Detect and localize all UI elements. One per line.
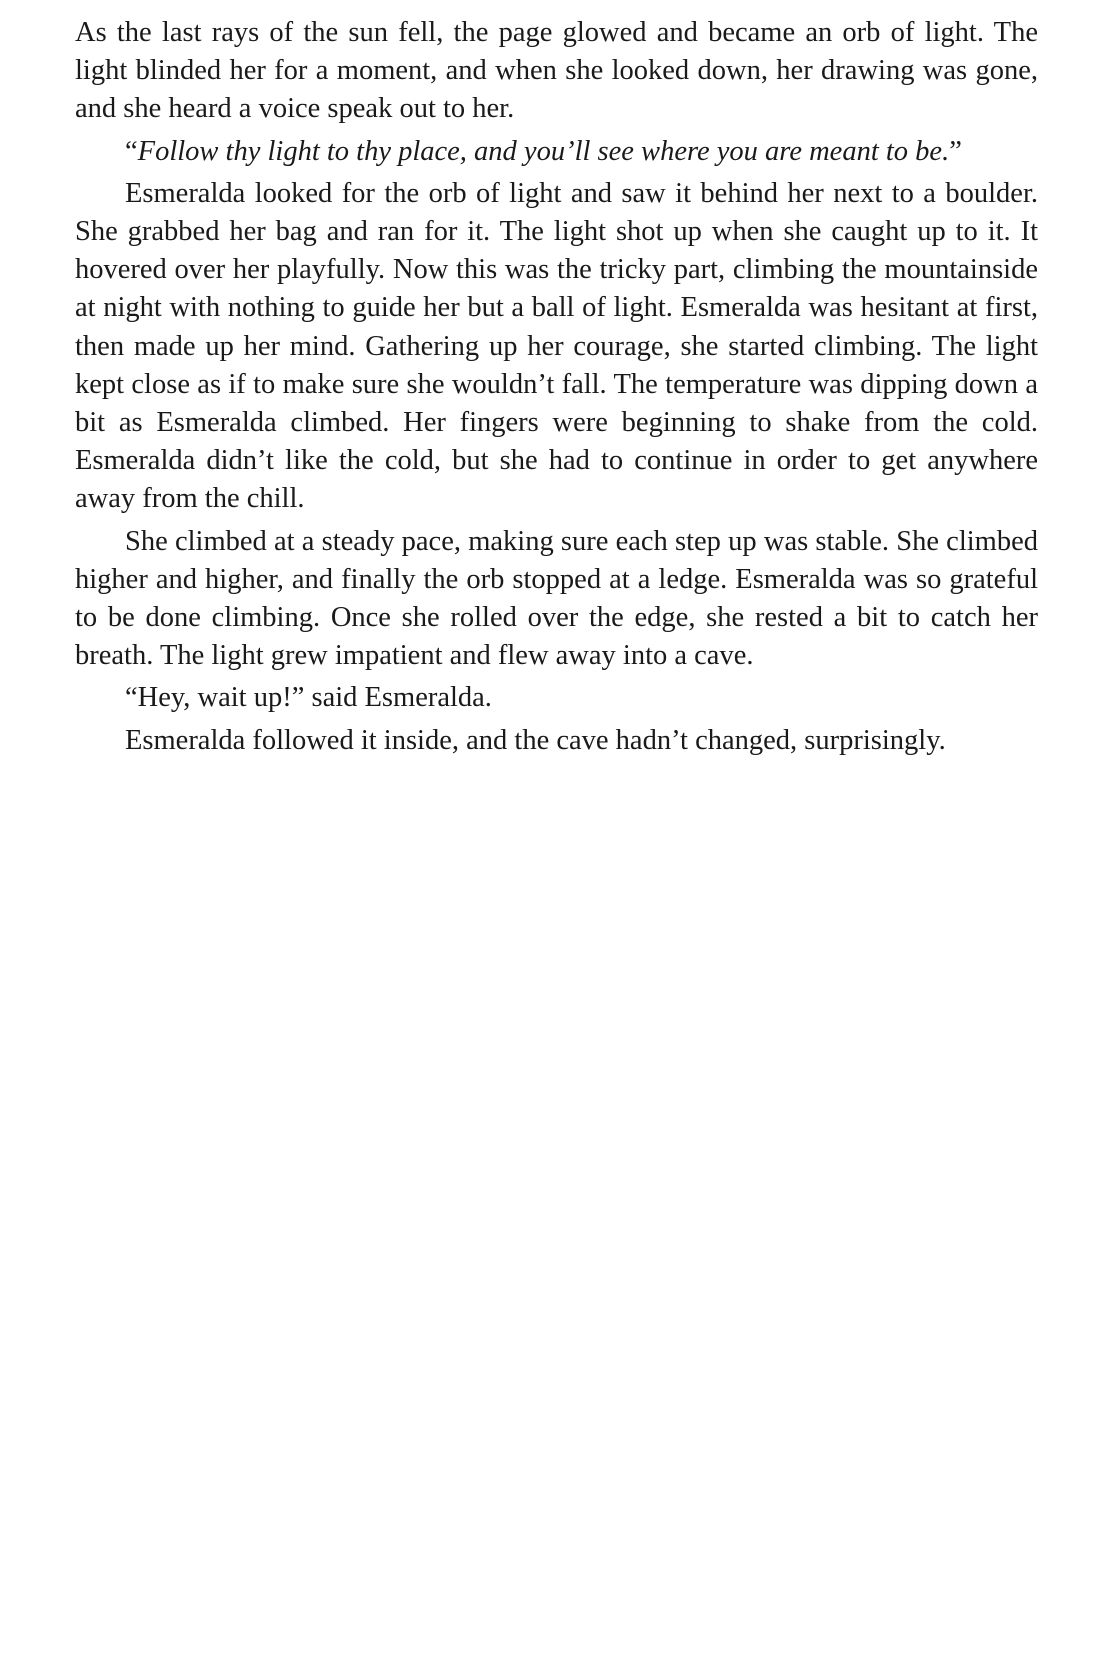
close-quote: ”: [949, 135, 962, 167]
open-quote: “: [125, 135, 138, 167]
paragraph: Esmeralda looked for the orb of light and saw it behind her next to a boulder. She grabbed her bag and ran for it. The light shot up when she caught up to it. It hovered over her playfully. Now this was the tricky part, climbing the mountainside at night with nothing to guide her but a ball of light. Esmeralda was hesitant at first, then made up her mind. Gathering up her courage, she started climbing. The light kept close as if to make sure she wouldn’t fall. The temperature was dipping down a bit as Esmeralda climbed. Her fingers were beginning to shake from the cold. Esmeralda didn’t like the cold, but she had to continue in order to get anywhere away from the chill.: [75, 177, 1038, 515]
dialogue-line: “Hey, wait up!” said Esmeralda.: [125, 682, 492, 714]
paragraph: Esmeralda followed it inside, and the cave hadn’t changed, surprisingly.: [125, 724, 946, 756]
paragraph: She climbed at a steady pace, making sure each step up was stable. She climbed higher and higher, and finally the orb stopped at a ledge. Esmeralda was so grateful to be done climbing. Once she rolled over the edge, she rested a bit to catch her breath. The light grew impatient and flew away into a cave.: [75, 525, 1038, 672]
quoted-verse: [75, 133, 1038, 171]
book-page: [75, 14, 1038, 764]
paragraph: As the last rays of the sun fell, the page glowed and became an orb of light. The light blinded her for a moment, and when she looked down, her drawing was gone, and she heard a voice speak out to her.: [75, 17, 1038, 125]
italic-quote-text: Follow thy light to thy place, and you’ll see where you are meant to be.: [137, 135, 950, 167]
